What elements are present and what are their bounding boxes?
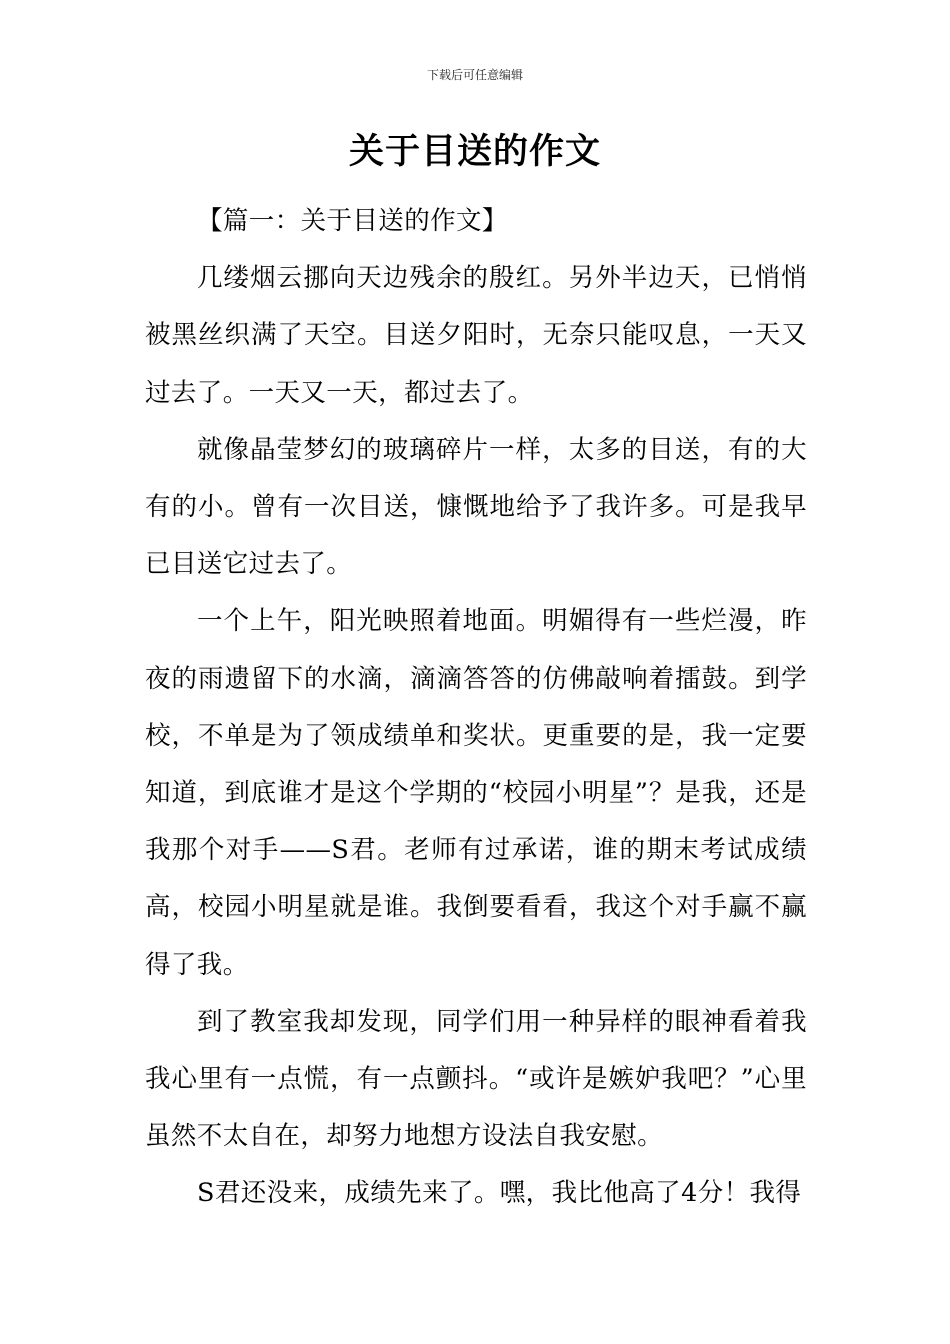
paragraph: 就像晶莹梦幻的玻璃碎片一样，太多的目送，有的大有的小。曾有一次目送，慷慨地给予了我许多。可是我早已目送它过去了。	[145, 434, 807, 580]
paragraph: S君还没来，成绩先来了。嘿，我比他高了4分！我得	[197, 1178, 802, 1209]
paragraph: 几缕烟云挪向天边残余的殷红。另外半边天，已悄悄被黑丝织满了天空。目送夕阳时，无奈只能叹息，一天又过去了。一天又一天，都过去了。	[145, 263, 807, 408]
paragraph: 一个上午，阳光映照着地面。明媚得有一些烂漫，昨夜的雨遗留下的水滴，滴滴答答的仿佛敲响着擂鼓。到学校，不单是为了领成绩单和奖状。更重要的是，我一定要知道，到底谁才是这个学期的“校园小明星”？是我，还是我那个对手——S君。老师有过承诺，谁的期末考试成绩高，校园小明星就是谁。我倒要看看，我这个对手赢不赢得了我。	[145, 606, 807, 980]
section-heading: 【篇一：关于目送的作文】	[197, 206, 508, 236]
header-note: 下载后可任意编辑	[426, 68, 523, 82]
paragraph: 到了教室我却发现，同学们用一种异样的眼神看着我我心里有一点慌，有一点颤抖。“或许是嫉妒我吧？”心里虽然不太自在，却努力地想方设法自我安慰。	[145, 1006, 807, 1152]
document-title: 关于目送的作文	[348, 132, 601, 172]
document-body	[145, 193, 807, 1223]
